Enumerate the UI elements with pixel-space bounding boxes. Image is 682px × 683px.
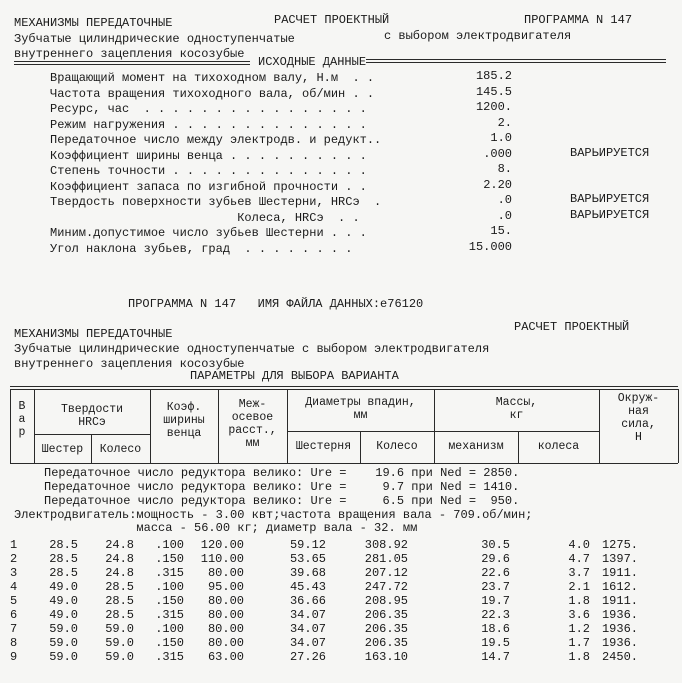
p1-rule-right [366,59,666,60]
table-cell: 2450. [601,650,638,664]
p1-subtitle-1b: с выбором электродвигателя [384,29,572,43]
th-mass-mech: механизм [448,440,504,453]
table-cell: 1 [10,538,18,552]
table-cell: .315 [155,566,184,580]
table-row [10,622,638,636]
table-cell: 28.5 [49,566,78,580]
table-cell: 281.05 [364,552,408,566]
table-cell: 80.00 [207,566,244,580]
p1-subtitle-2: внутреннего зацепления косозубые [14,47,245,61]
table-cell: 6 [10,608,18,622]
param-value: 145.5 [475,84,512,99]
note-line: Электродвигатель:мощность - 3.00 квт;частота вращения вала - 709.об/мин; [14,508,533,522]
table-row [10,636,638,650]
table-cell: 59.0 [49,650,78,664]
table-cell: 53.65 [289,552,326,566]
table-cell: 206.35 [364,636,408,650]
table-cell: 19.7 [481,594,510,608]
table-cell: 14.7 [481,650,510,664]
table-row [10,650,638,664]
p1-subtitle-1: Зубчатые цилиндрические одноступенчатые [14,32,295,46]
param-value: 15. [490,224,512,238]
param-value: 2.20 [483,177,512,192]
param-label: Коэффициент запаса по изгибной прочности . . [50,179,367,194]
th-hardness-pinion: Шестер [41,443,84,456]
table-cell: 28.5 [105,580,134,594]
param-label: Колеса, HRCэ . . [50,210,360,225]
table-cell: 59.0 [105,622,134,636]
note-line: масса - 56.00 кг; диаметр вала - 32. мм [14,521,418,535]
table-cell: 95.00 [207,580,244,594]
table-cell: 49.0 [49,594,78,608]
th-diam-pinion: Шестерня [295,440,352,453]
table-cell: 80.00 [207,608,244,622]
table-cell: 7 [10,622,18,636]
table-cell: 1.7 [568,636,590,650]
table-cell: 63.00 [207,650,244,664]
table-cell: 110.00 [200,552,244,566]
table-cell: 59.12 [289,538,326,552]
table-cell: 34.07 [289,608,326,622]
param-value: .000 [483,146,512,161]
table-cell: 23.7 [481,580,510,594]
table-cell: .315 [155,650,184,664]
param-note: ВАРЬИРУЕТСЯ [570,207,650,222]
table-cell: 28.5 [49,538,78,552]
table-cell: 80.00 [207,594,244,608]
table-cell: 207.12 [364,566,408,580]
table-row [10,566,638,580]
table-cell: .100 [155,580,184,594]
table-cell: 39.68 [289,566,326,580]
table-cell: 80.00 [207,636,244,650]
th-var: В а р [18,400,26,439]
table-cell: 19.5 [481,636,510,650]
table-row [10,552,638,566]
p2-header-right: РАСЧЕТ ПРОЕКТНЫЙ [514,320,630,334]
table-cell: 120.00 [200,538,244,552]
table-cell: 3.6 [568,608,590,622]
table-cell: 28.5 [105,608,134,622]
param-label: Миним.допустимое число зубьев Шестерни . . . [50,226,367,240]
table-cell: 2 [10,552,18,566]
table-cell: 45.43 [289,580,326,594]
table-cell: 29.6 [481,552,510,566]
p2-subtitle-2: внутреннего зацепления косозубые [14,357,245,371]
th-hardness-gear: Колесо [99,443,142,456]
table-cell: 9 [10,650,18,664]
table-cell: 34.07 [289,636,326,650]
table-cell: 208.95 [364,594,408,608]
param-label: Угол наклона зубьев, град . . . . . . . . [50,241,353,256]
table-cell: 2.1 [568,580,590,594]
table-cell: 22.6 [481,566,510,580]
table-cell: 1.8 [568,650,590,664]
table-cell: .150 [155,594,184,608]
param-label: Коэффициент ширины венца . . . . . . . . . . [50,148,367,163]
table-cell: 36.66 [289,594,326,608]
note-line: Передаточное число редуктора велико: Ure = 19.6 при Ned = 2850. [44,466,520,480]
table-cell: 5 [10,594,18,608]
param-label: Частота вращения тихоходного вала, об/мин . . [50,86,375,101]
p1-rule-right-2 [366,62,666,63]
p2-header-left: МЕХАНИЗМЫ ПЕРЕДАТОЧНЫЕ [14,327,173,341]
table-cell: 49.0 [49,580,78,594]
table-cell: 59.0 [105,636,134,650]
table-cell: 1612. [601,580,638,594]
table-cell: 1936. [601,608,638,622]
table-cell: 59.0 [49,622,78,636]
th-coef: Коэф. ширины венца [163,401,205,440]
table-cell: .150 [155,552,184,566]
table-row [10,538,638,552]
p1-rule-left [14,61,250,62]
th-force: Окруж- ная сила, Н [617,392,660,444]
param-note: ВАРЬИРУЕТСЯ [570,192,650,206]
table-cell: 28.5 [105,594,134,608]
table-cell: .100 [155,622,184,636]
table-cell: 4.0 [568,538,590,552]
param-label: Передаточное число между электродв. и редукт.. [50,133,382,147]
p2-subtitle-1: Зубчатые цилиндрические одноступенчатые с выбором электродвигателя [14,342,490,356]
param-value: 2. [497,115,512,130]
th-masses: Массы, кг [495,396,538,422]
table-cell: 1911. [601,566,638,580]
param-note: ВАРЬИРУЕТСЯ [570,145,650,160]
table-cell: 163.10 [364,650,408,664]
table-cell: 1.2 [568,622,590,636]
table-cell: .150 [155,636,184,650]
note-line: Передаточное число редуктора велико: Ure = 9.7 при Ned = 1410. [44,480,520,494]
table-cell: 1.8 [568,594,590,608]
param-label: Ресурс, час . . . . . . . . . . . . . . . . [50,102,367,116]
table-cell: 22.3 [481,608,510,622]
param-label: Твердость поверхности зубьев Шестерни, HRCэ . [50,195,382,209]
param-value: 8. [497,162,512,176]
table-cell: 1911. [601,594,638,608]
table-cell: 8 [10,636,18,650]
note-line: Передаточное число редуктора велико: Ure = 6.5 при Ned = 950. [44,494,520,508]
table-cell: 34.07 [289,622,326,636]
table-cell: 24.8 [105,566,134,580]
table-cell: 18.6 [481,622,510,636]
param-label: Режим нагружения . . . . . . . . . . . . . . [50,117,367,132]
param-value: 15.000 [468,239,512,254]
th-diam-gear: Колесо [376,440,418,453]
table-cell: 1936. [601,636,638,650]
table-cell: 27.26 [289,650,326,664]
th-hardness: Твердости HRCэ [60,403,124,429]
p2-results-table [10,538,638,664]
table-cell: 206.35 [364,622,408,636]
table-cell: 59.0 [49,636,78,650]
p1-header-center: РАСЧЕТ ПРОЕКТНЫЙ [274,13,390,27]
table-cell: 1936. [601,622,638,636]
param-value: .0 [497,193,512,207]
table-cell: .315 [155,608,184,622]
p1-header-left: МЕХАНИЗМЫ ПЕРЕДАТОЧНЫЕ [14,16,173,30]
p2-section-title: ПАРАМЕТРЫ ДЛЯ ВЫБОРА ВАРИАНТА [190,369,399,383]
p1-header-right: ПРОГРАММА N 147 [524,13,633,27]
table-cell: 30.5 [481,538,510,552]
th-center: Меж- осевое расст., мм [228,398,277,450]
table-cell: 1397. [601,552,638,566]
table-cell: 3.7 [568,566,590,580]
table-cell: 24.8 [105,538,134,552]
p2-program-line: ПРОГРАММА N 147 ИМЯ ФАЙЛА ДАННЫХ:е76120 [128,297,424,311]
table-cell: 1275. [601,538,638,552]
param-value: 185.2 [475,69,512,83]
th-mass-gear: колеса [537,440,580,453]
table-row [10,608,638,622]
table-cell: 308.92 [364,538,408,552]
param-value: .0 [497,208,512,223]
table-cell: 80.00 [207,622,244,636]
table-cell: 59.0 [105,650,134,664]
table-cell: 247.72 [364,580,408,594]
table-row [10,594,638,608]
param-label: Степень точности . . . . . . . . . . . . . . [50,164,367,178]
table-cell: .100 [155,538,184,552]
th-diameters: Диаметры впадин, мм [305,396,416,422]
param-value: 1200. [475,100,512,114]
param-label: Вращающий момент на тихоходном валу, Н.м . . [50,71,375,85]
param-value: 1.0 [490,131,512,145]
table-cell: 4.7 [568,552,590,566]
table-cell: 24.8 [105,552,134,566]
p1-section-title: ИСХОДНЫЕ ДАННЫЕ [258,55,367,69]
p1-rule-left-2 [14,64,250,65]
table-cell: 3 [10,566,18,580]
table-cell: 49.0 [49,608,78,622]
table-cell: 4 [10,580,18,594]
table-cell: 206.35 [364,608,408,622]
table-cell: 28.5 [49,552,78,566]
table-row [10,580,638,594]
